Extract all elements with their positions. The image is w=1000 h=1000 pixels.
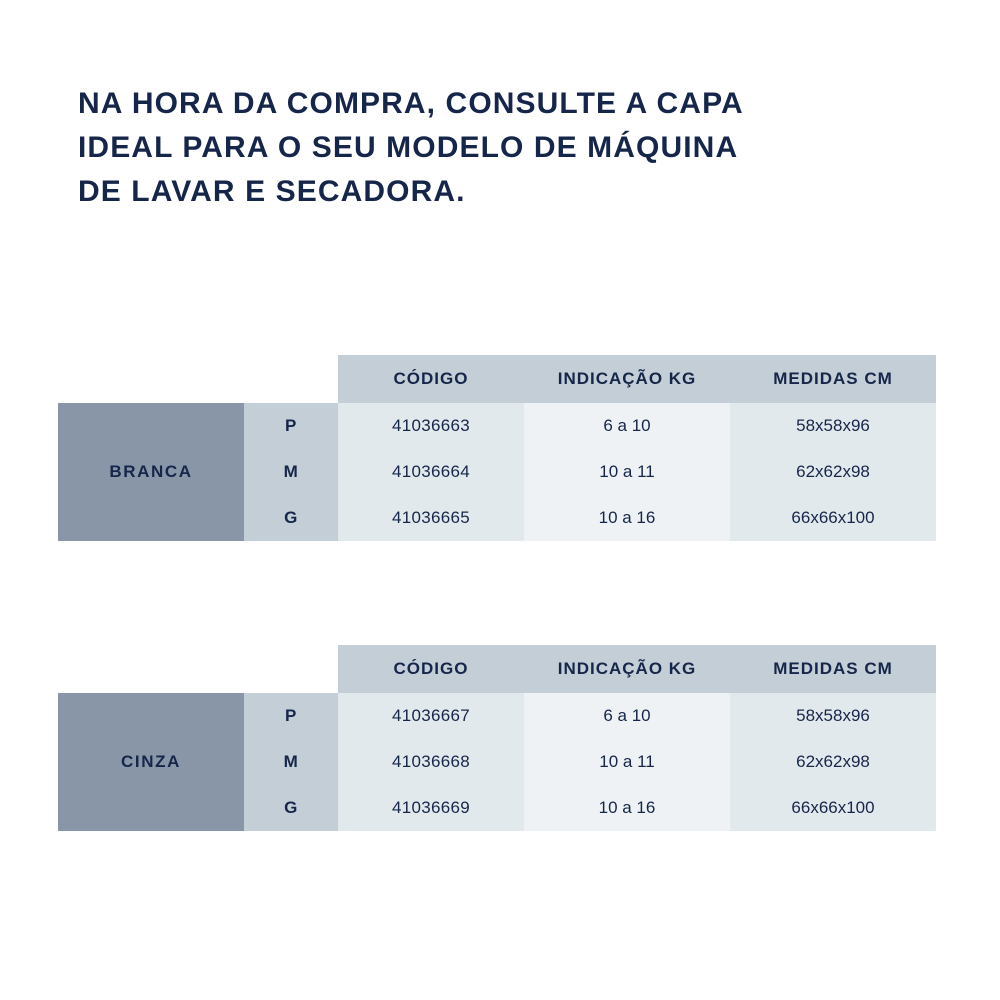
codigo-value: 41036669 — [338, 785, 524, 831]
table-header-indicacao-kg: INDICAÇÃO KG — [524, 355, 730, 403]
size-label: P — [244, 693, 338, 739]
color-name-cinza: CINZA — [58, 693, 244, 831]
size-label: G — [244, 785, 338, 831]
size-label: M — [244, 739, 338, 785]
table-header-codigo: CÓDIGO — [338, 645, 524, 693]
table-header-row — [58, 355, 936, 403]
kg-value: 6 a 10 — [524, 403, 730, 449]
table-header-blank-name — [58, 645, 244, 693]
codigo-value: 41036663 — [338, 403, 524, 449]
size-label: P — [244, 403, 338, 449]
table — [58, 645, 936, 831]
codigo-value: 41036667 — [338, 693, 524, 739]
table-header-medidas-cm: MEDIDAS CM — [730, 645, 936, 693]
table-header-blank-size — [244, 355, 338, 403]
size-table-cinza — [58, 645, 936, 831]
medidas-value: 66x66x100 — [730, 495, 936, 541]
size-label: G — [244, 495, 338, 541]
table — [58, 355, 936, 541]
size-table-branca — [58, 355, 936, 541]
kg-value: 6 a 10 — [524, 693, 730, 739]
medidas-value: 62x62x98 — [730, 449, 936, 495]
medidas-value: 62x62x98 — [730, 739, 936, 785]
kg-value: 10 a 11 — [524, 739, 730, 785]
codigo-value: 41036664 — [338, 449, 524, 495]
table-header-codigo: CÓDIGO — [338, 355, 524, 403]
medidas-value: 58x58x96 — [730, 403, 936, 449]
table-row — [58, 693, 936, 739]
kg-value: 10 a 16 — [524, 495, 730, 541]
table-header-indicacao-kg: INDICAÇÃO KG — [524, 645, 730, 693]
color-name-branca: BRANCA — [58, 403, 244, 541]
page-title-line-3: DE LAVAR E SECADORA. — [78, 175, 466, 208]
medidas-value: 58x58x96 — [730, 693, 936, 739]
table-header-row — [58, 645, 936, 693]
page-title — [78, 82, 898, 214]
table-header-medidas-cm: MEDIDAS CM — [730, 355, 936, 403]
kg-value: 10 a 11 — [524, 449, 730, 495]
table-header-blank-size — [244, 645, 338, 693]
table-header-blank-name — [58, 355, 244, 403]
medidas-value: 66x66x100 — [730, 785, 936, 831]
size-label: M — [244, 449, 338, 495]
codigo-value: 41036668 — [338, 739, 524, 785]
kg-value: 10 a 16 — [524, 785, 730, 831]
page-title-line-2: IDEAL PARA O SEU MODELO DE MÁQUINA — [78, 131, 739, 164]
page-title-line-1: NA HORA DA COMPRA, CONSULTE A CAPA — [78, 87, 744, 120]
codigo-value: 41036665 — [338, 495, 524, 541]
table-row — [58, 403, 936, 449]
